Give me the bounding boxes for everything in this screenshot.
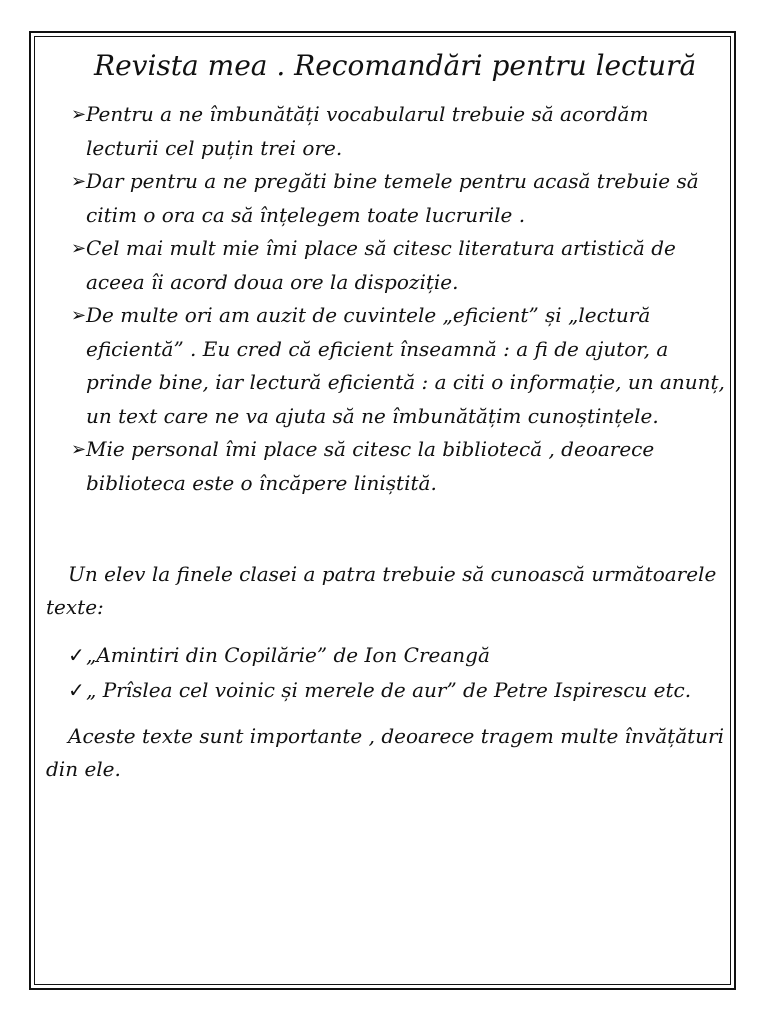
recommendation-text: Pentru a ne îmbunătăți vocabularul trebuie să acordăm lecturii cel puțin trei ore. bbox=[86, 102, 649, 160]
arrow-bullet-icon: ➢ bbox=[71, 104, 87, 125]
checkmark-icon: ✓ bbox=[68, 643, 85, 667]
recommended-text: „ Prîslea cel voinic și merele de aur” de Petre Ispirescu etc. bbox=[86, 678, 692, 702]
arrow-bullet-icon: ➢ bbox=[71, 305, 87, 326]
recommended-text-item bbox=[46, 673, 726, 708]
intro-paragraph: Un elev la finele clasei a patra trebuie să cunoască următoarele texte: bbox=[46, 562, 717, 619]
recommended-text-item bbox=[46, 638, 726, 673]
recommendations-list bbox=[46, 98, 726, 500]
recommendation-item bbox=[46, 433, 726, 500]
recommendation-item bbox=[46, 232, 726, 299]
document-content bbox=[46, 44, 726, 786]
checkmark-icon: ✓ bbox=[68, 678, 85, 702]
recommended-texts-list bbox=[46, 638, 726, 708]
recommendation-item bbox=[46, 299, 726, 433]
recommendation-text: De multe ori am auzit de cuvintele „eficient” și „lectură eficientă” . Eu cred că eficient înseamnă : a fi de ajutor, a prinde bine, iar lectură eficientă : a citi o informație, un anunț, un text care ne va ajuta să ne îmbunătățim cunoștințele. bbox=[86, 303, 725, 428]
recommendation-item bbox=[46, 98, 726, 165]
arrow-bullet-icon: ➢ bbox=[71, 439, 87, 460]
arrow-bullet-icon: ➢ bbox=[71, 238, 87, 259]
recommendation-text: Mie personal îmi place să citesc la bibliotecă , deoarece biblioteca este o încăpere liniștită. bbox=[86, 437, 655, 495]
recommended-text: „Amintiri din Copilărie” de Ion Creangă bbox=[86, 643, 490, 667]
recommendation-text: Dar pentru a ne pregăti bine temele pentru acasă trebuie să citim o ora ca să înțelegem toate lucrurile . bbox=[86, 169, 699, 227]
recommendation-text: Cel mai mult mie îmi place să citesc literatura artistică de aceea îi acord doua ore la dispoziție. bbox=[86, 236, 676, 294]
document-title: Revista mea . Recomandări pentru lectură bbox=[94, 49, 697, 82]
arrow-bullet-icon: ➢ bbox=[71, 171, 87, 192]
recommendation-item bbox=[46, 165, 726, 232]
conclusion-paragraph: Aceste texte sunt importante , deoarece tragem multe învățături din ele. bbox=[46, 724, 725, 781]
